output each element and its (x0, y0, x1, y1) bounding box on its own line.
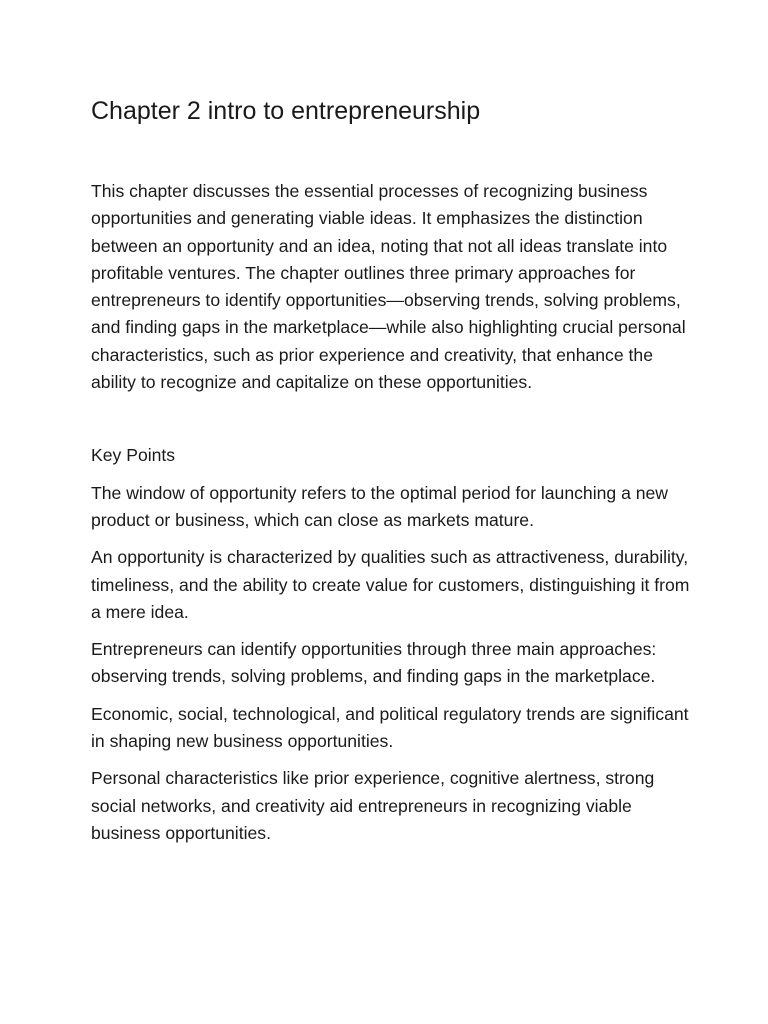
key-point-item: Entrepreneurs can identify opportunities through three main approaches: observing trends, solving problems, and finding gaps in the marketplace. (91, 639, 657, 687)
key-point-item: Economic, social, technological, and political regulatory trends are significant in shaping new business opportunities. (91, 703, 689, 752)
document-title: Chapter 2 intro to entrepreneurship (91, 97, 481, 125)
key-points-list (91, 480, 691, 848)
key-point-item: An opportunity is characterized by qualities such as attractiveness, durability, timeliness, and the ability to create value for customers, distinguishing it from a mere idea. (91, 547, 690, 622)
key-points-heading: Key Points (91, 445, 176, 466)
key-point-item: The window of opportunity refers to the optimal period for launching a new product or business, which can close as markets mature. (91, 482, 669, 530)
document-content (91, 94, 691, 857)
key-point-item: Personal characteristics like prior experience, cognitive alertness, strong social networks, and creativity aid entrepreneurs in recognizing viable business opportunities. (91, 768, 655, 843)
chapter-summary: This chapter discusses the essential processes of recognizing business opportunities and generating viable ideas. It emphasizes the distinction between an opportunity and an idea, noting that not all ideas translate into profitable ventures. The chapter outlines three primary approaches for entrepreneurs to identify opportunities—observing trends, solving problems, and finding gaps in the marketplace—while also highlighting crucial personal characteristics, such as prior experience and creativity, that enhance the ability to recognize and capitalize on these opportunities. (91, 181, 686, 393)
